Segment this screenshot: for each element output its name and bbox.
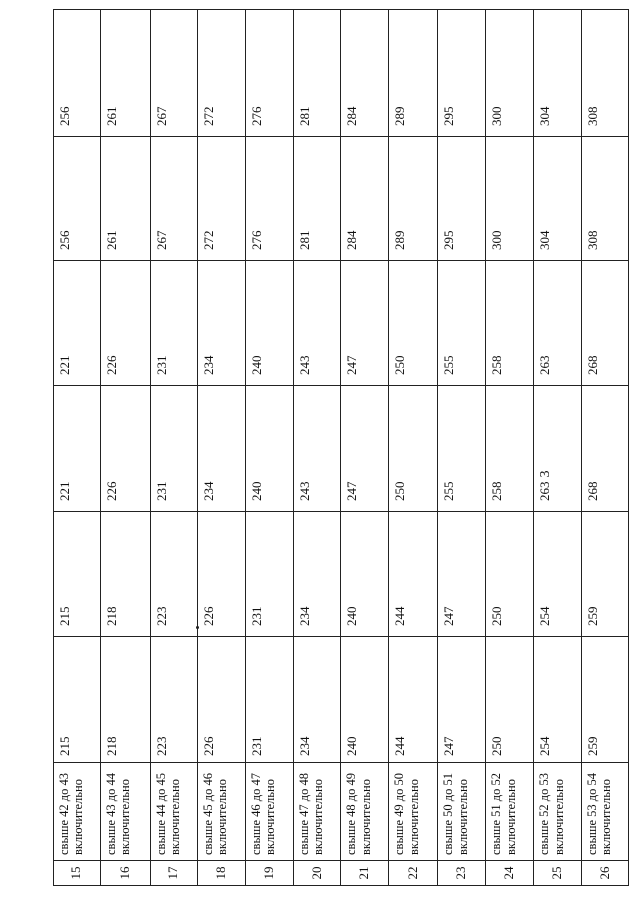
rates-table	[53, 9, 629, 886]
value-cell: 240	[341, 637, 389, 763]
value-cell: 276	[245, 10, 293, 137]
table-row	[582, 10, 629, 886]
range-cell: свыше 43 до 44 включительно	[100, 763, 150, 861]
value-cell: 247	[438, 637, 486, 763]
range-cell: свыше 52 до 53 включительно	[534, 763, 582, 861]
range-cell: свыше 51 до 52 включительно	[486, 763, 534, 861]
value-cell: 226	[197, 512, 245, 637]
table-row	[197, 10, 245, 886]
value-cell: 281	[293, 137, 341, 261]
range-cell: свыше 46 до 47 включительно	[245, 763, 293, 861]
range-cell: свыше 48 до 49 включительно	[341, 763, 389, 861]
value-cell: 231	[245, 637, 293, 763]
value-cell: 240	[341, 512, 389, 637]
value-cell: 226	[197, 637, 245, 763]
row-number: 20	[293, 861, 341, 886]
value-cell: 281	[293, 10, 341, 137]
value-cell: 289	[389, 10, 438, 137]
value-cell: 261	[100, 137, 150, 261]
table-row	[534, 10, 582, 886]
row-number: 18	[197, 861, 245, 886]
value-cell: 304	[534, 10, 582, 137]
table-row	[100, 10, 150, 886]
value-cell: 221	[54, 261, 101, 386]
value-cell: 247	[341, 261, 389, 386]
value-cell: 240	[245, 261, 293, 386]
value-cell: 263	[534, 386, 582, 512]
value-cell: 247	[341, 386, 389, 512]
value-cell: 289	[389, 137, 438, 261]
value-cell: 226	[100, 261, 150, 386]
value-cell: 284	[341, 10, 389, 137]
value-cell: 218	[100, 637, 150, 763]
value-cell: 240	[245, 386, 293, 512]
range-cell: свыше 45 до 46 включительно	[197, 763, 245, 861]
value-cell: 254	[534, 512, 582, 637]
value-cell: 308	[582, 10, 629, 137]
value-cell: 267	[150, 10, 197, 137]
value-cell: 234	[197, 261, 245, 386]
value-cell: 243	[293, 261, 341, 386]
value-cell: 244	[389, 637, 438, 763]
value-cell: 226	[100, 386, 150, 512]
row-number: 19	[245, 861, 293, 886]
value-cell: 215	[54, 637, 101, 763]
value-cell: 295	[438, 137, 486, 261]
value-cell: 250	[486, 512, 534, 637]
value-cell: 259	[582, 637, 629, 763]
table-row	[389, 10, 438, 886]
value-cell: 215	[54, 512, 101, 637]
value-cell: 300	[486, 137, 534, 261]
value-cell: 256	[54, 10, 101, 137]
table-row	[438, 10, 486, 886]
value-cell: 259	[582, 512, 629, 637]
range-cell: свыше 50 до 51 включительно	[438, 763, 486, 861]
value-cell: 218	[100, 512, 150, 637]
row-number: 22	[389, 861, 438, 886]
page-number: 3	[538, 470, 553, 478]
rotated-table-container	[53, 10, 629, 886]
value-cell: 234	[293, 512, 341, 637]
row-number: 23	[438, 861, 486, 886]
table-row	[341, 10, 389, 886]
value-cell: 308	[582, 137, 629, 261]
value-cell: 258	[486, 386, 534, 512]
value-cell: 263	[534, 261, 582, 386]
range-cell: свыше 49 до 50 включительно	[389, 763, 438, 861]
value-cell: 256	[54, 137, 101, 261]
value-cell: 276	[245, 137, 293, 261]
value-cell: 272	[197, 137, 245, 261]
table-row	[293, 10, 341, 886]
value-cell: 234	[293, 637, 341, 763]
value-cell: 223	[150, 512, 197, 637]
value-cell: 295	[438, 10, 486, 137]
value-cell: 255	[438, 261, 486, 386]
table-row	[150, 10, 197, 886]
value-cell: 254	[534, 637, 582, 763]
value-cell: 244	[389, 512, 438, 637]
value-cell: 243	[293, 386, 341, 512]
scan-speck	[196, 626, 199, 629]
value-cell: 268	[582, 386, 629, 512]
range-cell: свыше 44 до 45 включительно	[150, 763, 197, 861]
value-cell: 223	[150, 637, 197, 763]
value-cell: 234	[197, 386, 245, 512]
table-row	[245, 10, 293, 886]
value-cell: 231	[150, 261, 197, 386]
row-number: 15	[54, 861, 101, 886]
table-body	[54, 10, 629, 886]
range-cell: свыше 42 до 43 включительно	[54, 763, 101, 861]
table-row	[54, 10, 101, 886]
range-cell: свыше 47 до 48 включительно	[293, 763, 341, 861]
value-cell: 261	[100, 10, 150, 137]
row-number: 16	[100, 861, 150, 886]
value-cell: 231	[150, 386, 197, 512]
value-cell: 258	[486, 261, 534, 386]
row-number: 26	[582, 861, 629, 886]
value-cell: 250	[486, 637, 534, 763]
value-cell: 247	[438, 512, 486, 637]
range-cell: свыше 53 до 54 включительно	[582, 763, 629, 861]
value-cell: 221	[54, 386, 101, 512]
row-number: 17	[150, 861, 197, 886]
value-cell: 250	[389, 386, 438, 512]
value-cell: 272	[197, 10, 245, 137]
value-cell: 300	[486, 10, 534, 137]
value-cell: 268	[582, 261, 629, 386]
value-cell: 250	[389, 261, 438, 386]
row-number: 24	[486, 861, 534, 886]
table-row	[486, 10, 534, 886]
value-cell: 267	[150, 137, 197, 261]
value-cell: 255	[438, 386, 486, 512]
row-number: 21	[341, 861, 389, 886]
value-cell: 284	[341, 137, 389, 261]
value-cell: 231	[245, 512, 293, 637]
row-number: 25	[534, 861, 582, 886]
value-cell: 304	[534, 137, 582, 261]
